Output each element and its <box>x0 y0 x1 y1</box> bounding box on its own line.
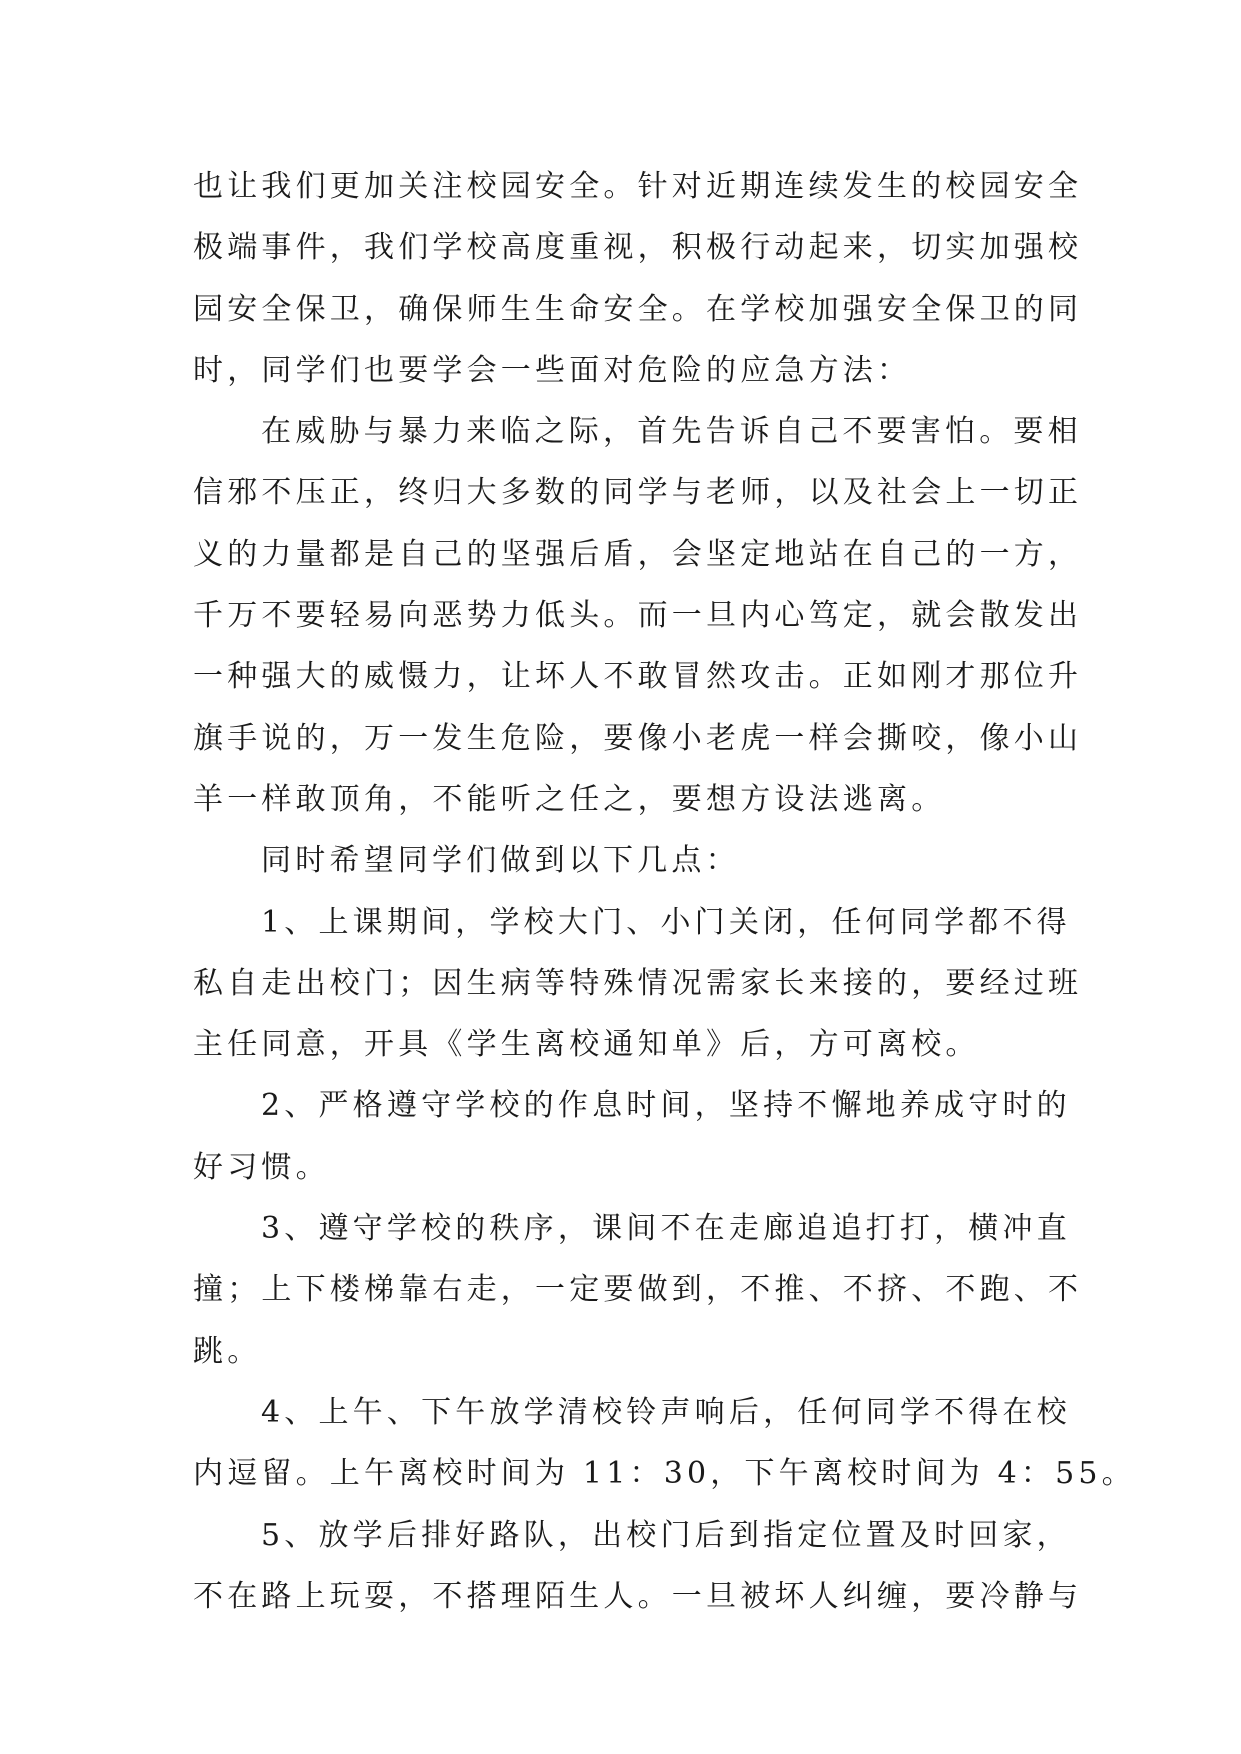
text-line: 好习惯。 <box>193 1149 330 1185</box>
text-line: 时，同学们也要学会一些面对危险的应急方法： <box>193 352 912 388</box>
text-line: 2、严格遵守学校的作息时间，坚持不懈地养成守时的 <box>261 1088 1071 1124</box>
document-body <box>193 156 1136 1627</box>
paragraph-1 <box>193 156 1083 401</box>
text-line: 千万不要轻易向恶势力低头。而一旦内心笃定，就会散发出 <box>193 598 1083 634</box>
paragraph-7 <box>193 1382 1136 1505</box>
paragraph-8 <box>193 1505 1083 1628</box>
text-line: 羊一样敢顶角，不能听之任之，要想方设法逃离。 <box>193 781 946 817</box>
text-line: 也让我们更加关注校园安全。针对近期连续发生的校园安全 <box>193 169 1083 204</box>
paragraph-5 <box>193 1075 1071 1198</box>
text-line: 内逗留。上午离校时间为 11：30，下午离校时间为 4：55。 <box>193 1456 1136 1492</box>
text-line: 跳。 <box>193 1333 262 1369</box>
text-line: 3、遵守学校的秩序，课间不在走廊追追打打，横冲直 <box>261 1211 1071 1247</box>
text-line: 园安全保卫，确保师生生命安全。在学校加强安全保卫的同 <box>193 291 1083 327</box>
text-line: 信邪不压正，终归大多数的同学与老师，以及社会上一切正 <box>193 475 1083 511</box>
text-line: 4、上午、下午放学清校铃声响后，任何同学不得在校 <box>261 1394 1071 1430</box>
text-line: 在威胁与暴力来临之际，首先告诉自己不要害怕。要相 <box>261 414 1082 450</box>
text-line: 主任同意，开具《学生离校通知单》后，方可离校。 <box>193 1027 980 1063</box>
text-line: 极端事件，我们学校高度重视，积极行动起来，切实加强校 <box>193 230 1083 266</box>
text-line: 私自走出校门；因生病等特殊情况需家长来接的，要经过班 <box>193 965 1083 1001</box>
text-line: 5、放学后排好路队，出校门后到指定位置及时回家， <box>261 1517 1071 1553</box>
text-line: 撞；上下楼梯靠右走，一定要做到，不推、不挤、不跑、不 <box>193 1272 1083 1308</box>
text-line: 旗手说的，万一发生危险，要像小老虎一样会撕咬，像小山 <box>193 720 1083 756</box>
text-line: 不在路上玩耍，不搭理陌生人。一旦被坏人纠缠，要冷静与 <box>193 1578 1083 1614</box>
text-line: 1、上课期间，学校大门、小门关闭，任何同学都不得 <box>261 904 1071 940</box>
paragraph-4 <box>193 892 1083 1076</box>
paragraph-3 <box>193 830 1053 891</box>
text-line: 义的力量都是自己的坚强后盾，会坚定地站在自己的一方， <box>193 536 1083 572</box>
paragraph-2 <box>193 401 1083 830</box>
text-line: 同时希望同学们做到以下几点： <box>261 843 740 879</box>
paragraph-6 <box>193 1198 1083 1382</box>
text-line: 一种强大的威慑力，让坏人不敢冒然攻击。正如刚才那位升 <box>193 659 1083 695</box>
